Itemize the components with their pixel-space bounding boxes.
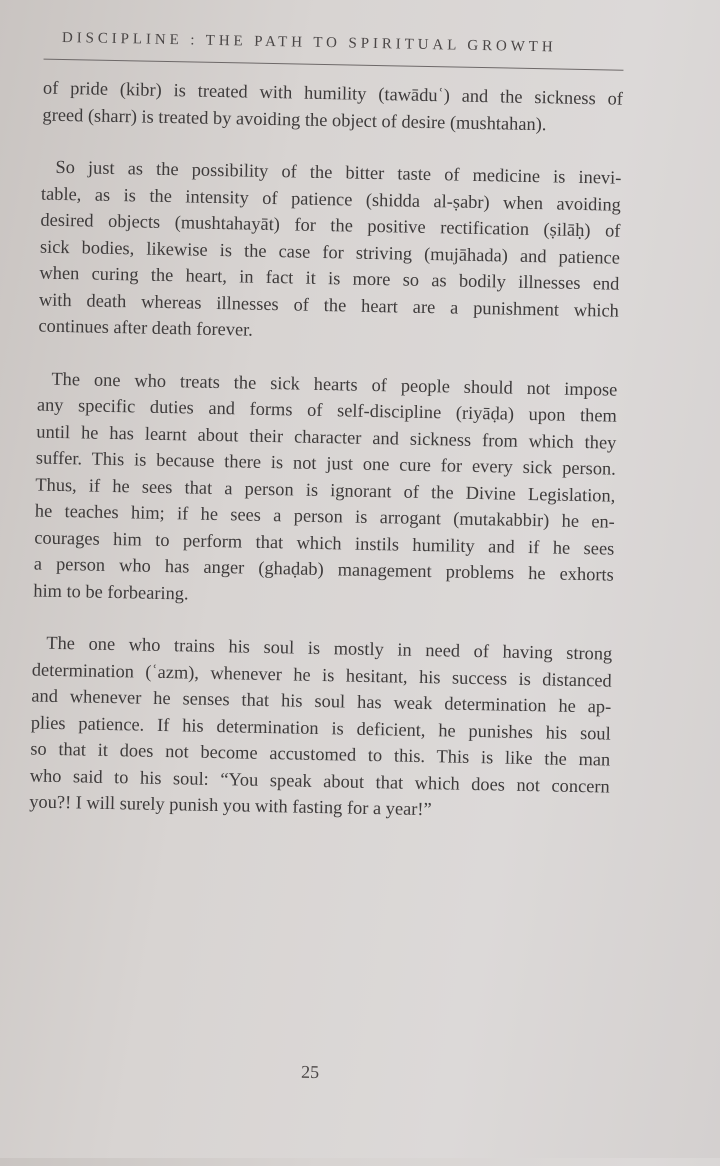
text-line: a person who has anger (ghaḍab) management problems he exhorts [33, 553, 614, 585]
paragraph-3 [33, 365, 617, 615]
text-line: he teaches him; if he sees a person is arrogant (mutakabbir) he en- [34, 500, 615, 532]
text-line: Thus, if he sees that a person is ignorant of the Divine Legislation, [35, 474, 616, 506]
text-line: desired objects (mushtahayāt) for the positive rectification (ṣilāḥ) of [40, 209, 621, 241]
paragraph-2 [38, 154, 621, 351]
text-line: suffer. This is because there is not just one cure for every sick person. [35, 447, 616, 479]
text-line: So just as the possibility of the bitter taste of medicine is inevi- [55, 156, 622, 188]
body-text [29, 75, 624, 852]
text-line: any specific duties and forms of self-discipline (riyāḍa) upon them [36, 394, 618, 426]
text-line: determination (ʿazm), whenever he is hesitant, his success is distanced [31, 658, 612, 691]
text-line: The one who treats the sick hearts of people should not impose [51, 368, 618, 400]
paragraph-1 [42, 75, 623, 139]
text-line: table, as is the intensity of patience (shidda al-ṣabr) when avoiding [40, 183, 622, 215]
text-line: sick bodies, likewise is the case for striving (mujāhada) and patience [39, 236, 621, 268]
text-line: of pride (kibr) is treated with humility (tawāduʿ) and the sickness of [42, 77, 624, 109]
text-line: him to be forbearing. [33, 580, 189, 603]
page-number: 25 [300, 1061, 320, 1083]
text-line: plies patience. If his determination is deficient, he punishes his soul [30, 711, 611, 744]
text-line: and whenever he senses that his soul has weak determination he ap- [31, 685, 612, 717]
text-line: you?! I will surely punish you with fasting for a year!” [29, 791, 432, 820]
text-line: until he has learnt about their character and sickness from which they [36, 421, 617, 453]
text-line: when curing the heart, in fact it is more so as bodily illnesses end [39, 262, 620, 294]
text-line: courages him to perform that which instils humility and if he sees [34, 527, 615, 559]
text-line: continues after death forever. [38, 315, 254, 340]
text-line: with death whereas illnesses of the heart are a punishment which [38, 289, 620, 321]
header-rule [44, 59, 624, 71]
paragraph-4 [29, 629, 612, 826]
text-line: greed (sharr) is treated by avoiding the object of desire (mushtahan). [42, 104, 547, 134]
text-line: The one who trains his soul is mostly in need of having strong [46, 632, 613, 664]
running-head: DISCIPLINE : THE PATH TO SPIRITUAL GROWTH [61, 29, 557, 56]
text-line: so that it does not become accustomed to this. This is like the man [30, 738, 611, 770]
text-line: who said to his soul: “You speak about that which does not concern [29, 764, 610, 797]
